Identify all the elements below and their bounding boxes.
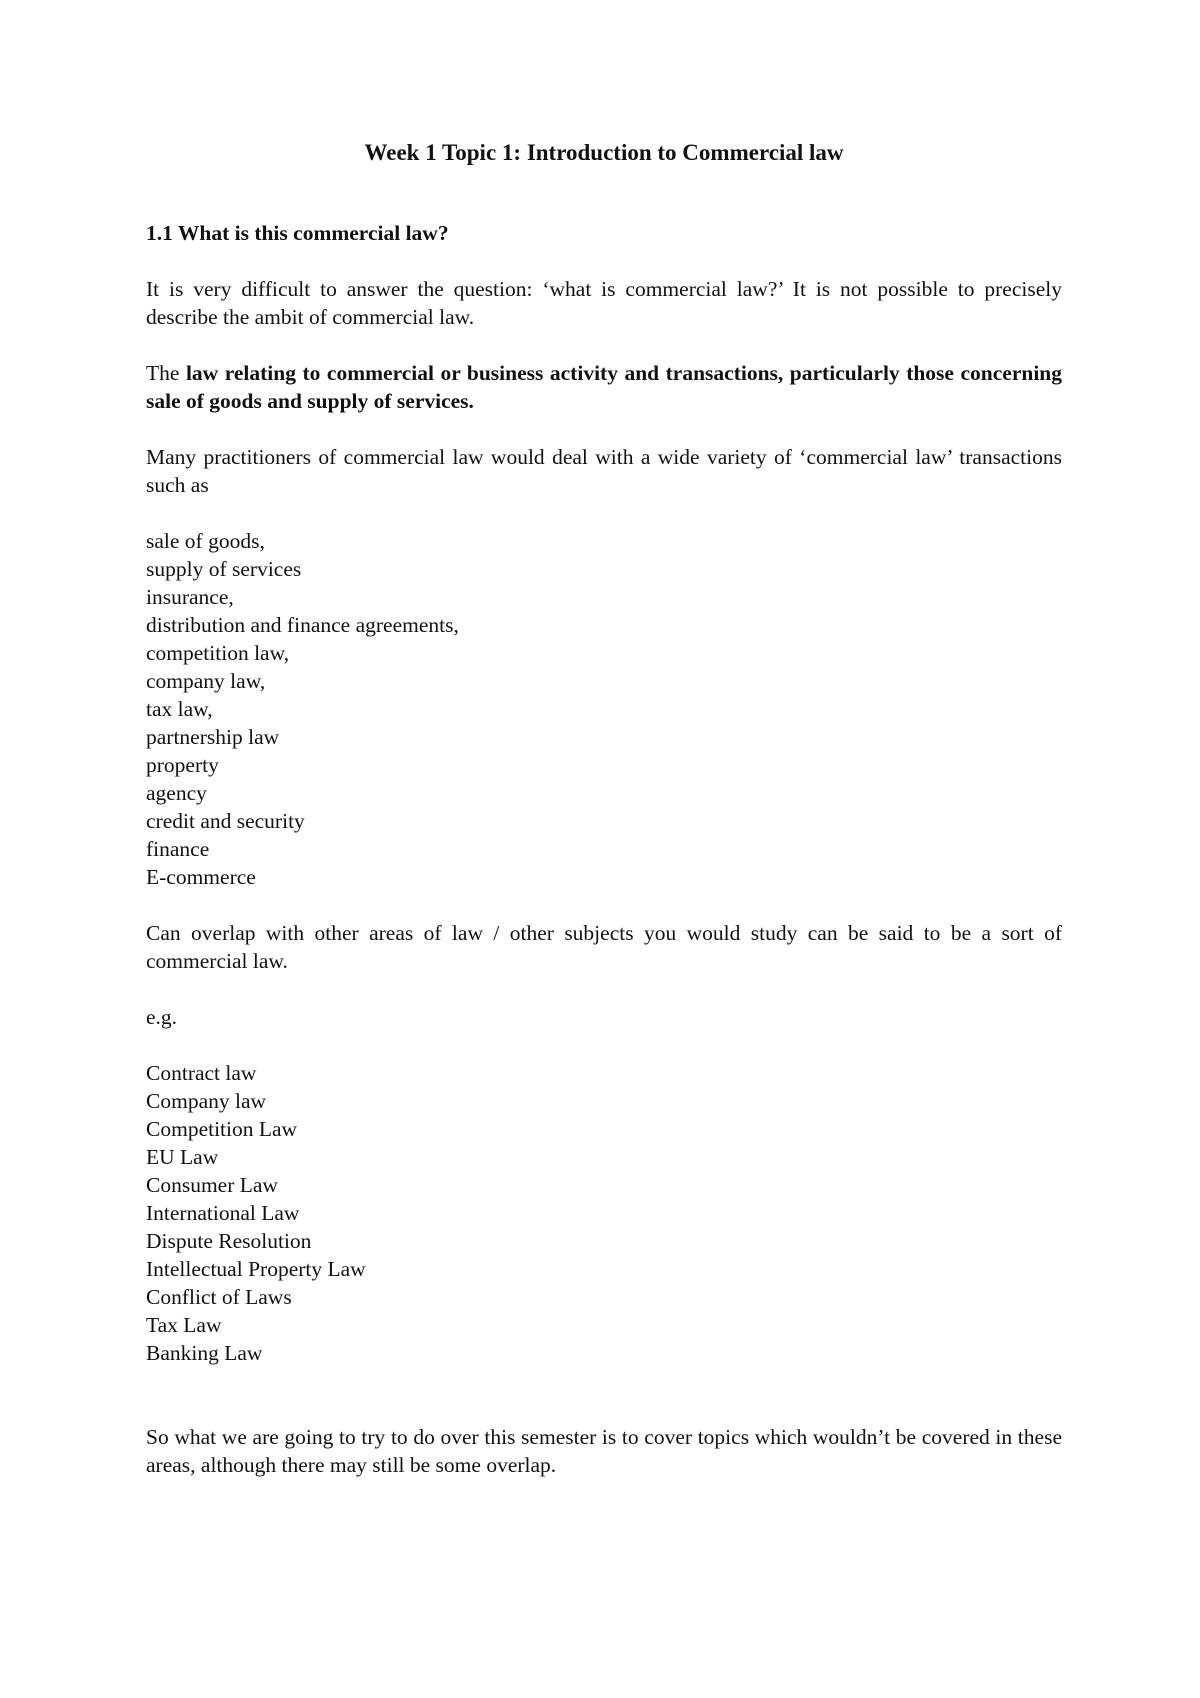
list-item: Company law xyxy=(146,1089,267,1113)
definition-bold-text: law relating to commercial or business activity and transactions, particularly those concerning sale of goods and supply of services. xyxy=(146,361,1062,413)
list-item: partnership law xyxy=(146,725,280,749)
list-item: Tax Law xyxy=(146,1313,222,1337)
list-item: Contract law xyxy=(146,1061,257,1085)
list-item: Dispute Resolution xyxy=(146,1229,312,1253)
list-item: company law, xyxy=(146,669,266,693)
list-item: Banking Law xyxy=(146,1341,263,1365)
list-item: Conflict of Laws xyxy=(146,1285,292,1309)
list-item: E-commerce xyxy=(146,865,256,889)
list-item: EU Law xyxy=(146,1145,219,1169)
intro-paragraph: It is very difficult to answer the question: ‘what is commercial law?’ It is not possible to precisely describe the ambit of commercial law. xyxy=(146,277,1062,329)
list-item: tax law, xyxy=(146,697,213,721)
eg-label: e.g. xyxy=(146,1005,178,1029)
list-item: sale of goods, xyxy=(146,529,265,553)
list-item: distribution and finance agreements, xyxy=(146,613,459,637)
list-item: Consumer Law xyxy=(146,1173,278,1197)
list-item: Intellectual Property Law xyxy=(146,1257,366,1281)
document-title: Week 1 Topic 1: Introduction to Commercial law xyxy=(364,140,844,165)
transactions-list xyxy=(146,527,1062,891)
list-item: insurance, xyxy=(146,585,234,609)
list-item: finance xyxy=(146,837,210,861)
document-content xyxy=(146,138,1062,1507)
list-item: competition law, xyxy=(146,641,290,665)
practitioners-paragraph: Many practitioners of commercial law would deal with a wide variety of ‘commercial law’ transactions such as xyxy=(146,445,1062,497)
list-item: International Law xyxy=(146,1201,300,1225)
definition-prefix: The xyxy=(146,361,186,385)
overlap-paragraph: Can overlap with other areas of law / other subjects you would study can be said to be a sort of commercial law. xyxy=(146,921,1062,973)
list-item: property xyxy=(146,753,219,777)
list-item: supply of services xyxy=(146,557,302,581)
blank-line xyxy=(146,1395,1062,1423)
list-item: Competition Law xyxy=(146,1117,298,1141)
definition-paragraph xyxy=(146,359,1062,415)
areas-list xyxy=(146,1059,1062,1367)
list-item: credit and security xyxy=(146,809,305,833)
list-item: agency xyxy=(146,781,207,805)
closing-paragraph: So what we are going to try to do over this semester is to cover topics which wouldn’t be covered in these areas, although there may still be some overlap. xyxy=(146,1425,1062,1477)
section-heading: 1.1 What is this commercial law? xyxy=(146,221,449,245)
